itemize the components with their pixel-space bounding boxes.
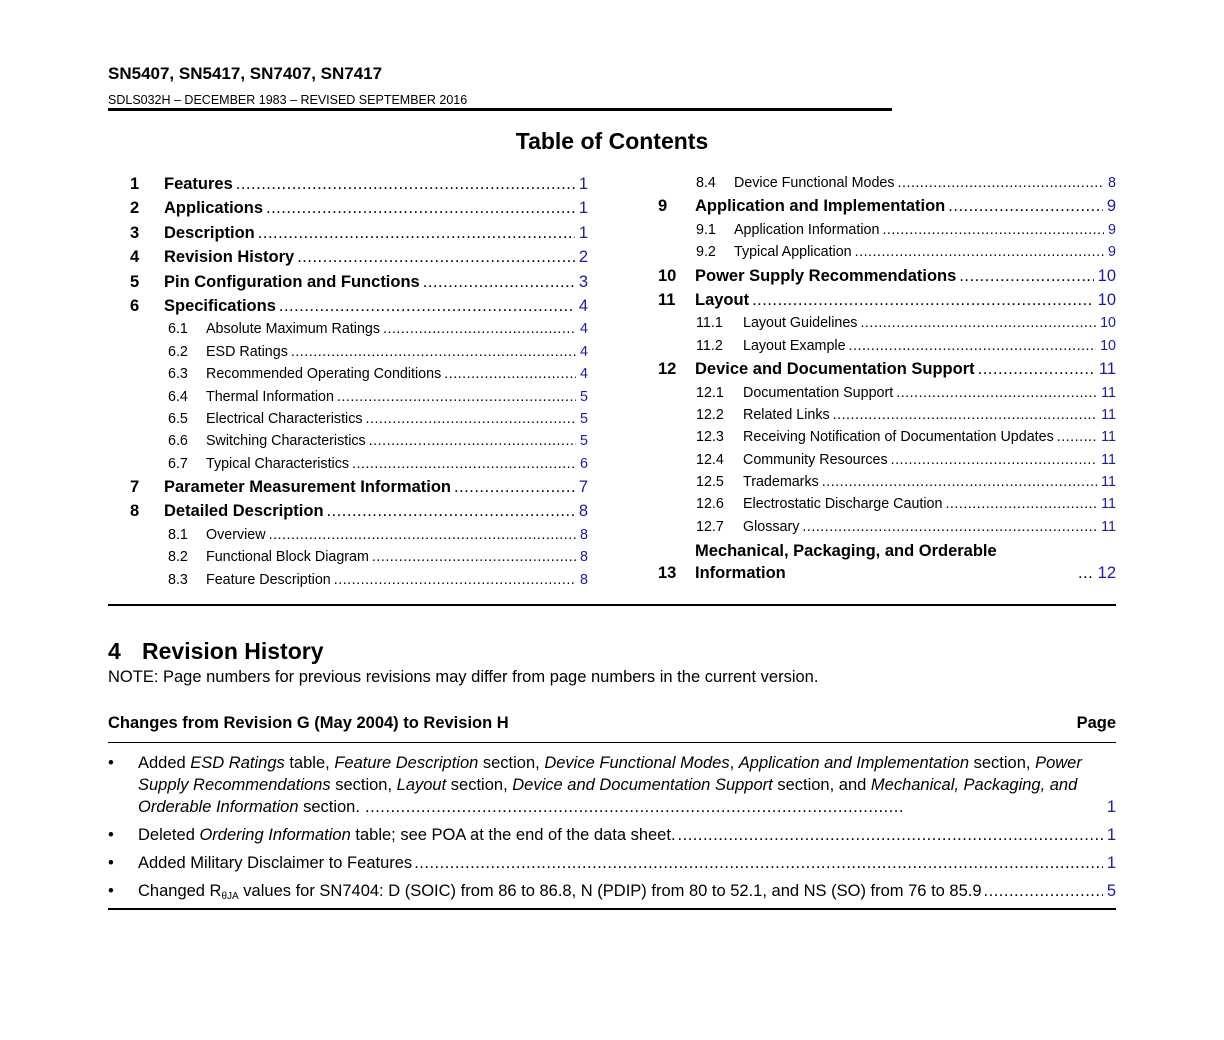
toc-page-link[interactable]: 11 xyxy=(1101,451,1116,468)
toc-entry-number: 6.4 xyxy=(168,388,188,405)
document-title: SN5407, SN5417, SN7407, SN7417 xyxy=(108,64,383,83)
change-page-link[interactable]: 1 xyxy=(1103,796,1116,818)
toc-entry-number: 6.6 xyxy=(168,433,188,450)
toc-entry-label[interactable]: Community Resources xyxy=(743,451,888,468)
toc-leader-dots xyxy=(891,449,1098,471)
toc-entry-label[interactable]: Applications xyxy=(164,199,264,218)
toc-entry-number: 8.4 xyxy=(696,175,716,191)
italic-text: Mechanical, Packaging, and Orderable Information xyxy=(138,776,1078,816)
change-text xyxy=(138,852,1116,874)
toc-entry-label[interactable]: Parameter Measurement Information xyxy=(164,478,452,497)
toc-entry[interactable] xyxy=(658,382,1116,404)
toc-entry[interactable] xyxy=(658,471,1116,493)
toc-entry-number: 11.2 xyxy=(696,337,723,354)
toc-page-link[interactable]: 1 xyxy=(578,199,588,218)
subscript-text: θJA xyxy=(221,891,239,902)
change-text xyxy=(138,880,1116,908)
change-text-part: section, xyxy=(330,776,397,794)
italic-text: Application and Implementation xyxy=(738,754,970,772)
toc-entry-number: 8.2 xyxy=(168,549,188,566)
toc-leader-dots xyxy=(352,453,576,475)
toc-leader-dots xyxy=(860,312,1096,334)
toc-entry-label[interactable]: Glossary xyxy=(743,518,800,535)
toc-entry[interactable] xyxy=(130,221,588,245)
toc-entry[interactable] xyxy=(130,318,588,340)
toc-leader-dots xyxy=(258,221,575,245)
changes-header xyxy=(108,714,1116,733)
toc-entry-label[interactable]: Functional Block Diagram xyxy=(206,549,369,566)
toc-entry-label[interactable]: Feature Description xyxy=(206,571,331,588)
toc-leader-dots xyxy=(822,471,1097,493)
change-line-with-page xyxy=(138,824,1116,846)
toc-entry-label[interactable]: Layout Example xyxy=(743,337,846,354)
change-text-part: values for SN7404: D (SOIC) from 86 to 86.8, N (PDIP) from 80 to 52.1, and NS (SO) from 76 to 85.9 xyxy=(238,882,982,900)
toc-entry[interactable] xyxy=(130,546,588,568)
toc-page-link[interactable]: 8 xyxy=(1108,175,1116,191)
toc-page-link[interactable]: 2 xyxy=(578,248,588,267)
toc-right-column xyxy=(658,172,1116,584)
change-text-part: Added xyxy=(138,754,191,772)
toc-entry-number: 12.6 xyxy=(696,496,724,513)
toc-entry-label[interactable]: Electrostatic Discharge Caution xyxy=(743,496,943,513)
toc-entry-label[interactable]: Pin Configuration and Functions xyxy=(164,272,420,291)
toc-entry[interactable] xyxy=(658,404,1116,426)
change-trailing-leader xyxy=(360,798,904,816)
toc-leader-dots xyxy=(423,270,575,294)
toc-entry-label[interactable]: Trademarks xyxy=(743,474,819,491)
toc-entry[interactable] xyxy=(130,499,588,523)
toc-entry[interactable] xyxy=(658,312,1116,334)
toc-entry[interactable] xyxy=(658,357,1116,381)
change-leader-dots: .......................................................................................................... xyxy=(359,798,904,816)
italic-text: Power Supply Recommendations xyxy=(138,754,1082,794)
toc-leader-dots xyxy=(855,241,1104,263)
toc-page-link[interactable]: 11 xyxy=(1101,518,1116,535)
change-text xyxy=(138,752,1116,818)
toc-page-link[interactable]: 4 xyxy=(580,366,588,383)
changes-list xyxy=(108,752,1116,914)
toc-entry[interactable] xyxy=(130,341,588,363)
revision-history-heading xyxy=(108,638,324,665)
toc-heading: Table of Contents xyxy=(515,128,709,154)
italic-text: Device Functional Modes xyxy=(544,754,730,772)
change-line-with-page xyxy=(138,880,1116,908)
changes-title: Changes from Revision G (May 2004) to Revision H xyxy=(108,714,509,732)
toc-entry-label[interactable]: ESD Ratings xyxy=(206,343,288,360)
revision-note: NOTE: Page numbers for previous revisions may differ from page numbers in the current version. xyxy=(108,668,819,686)
toc-entry[interactable] xyxy=(130,430,588,452)
toc-entry-label[interactable]: Device Functional Modes xyxy=(734,175,895,191)
toc-page-link[interactable]: 8 xyxy=(580,549,588,566)
toc-page-link[interactable]: 11 xyxy=(1101,384,1116,401)
toc-entry-label[interactable]: Absolute Maximum Ratings xyxy=(206,321,381,338)
toc-entry-label[interactable]: Revision History xyxy=(164,248,295,267)
toc-leader-dots xyxy=(366,408,577,430)
toc-entry[interactable] xyxy=(658,241,1116,263)
change-page-link[interactable]: 1 xyxy=(1106,854,1116,872)
toc-entry-number: 7 xyxy=(130,478,140,497)
toc-leader-dots xyxy=(327,499,575,523)
toc-entry[interactable] xyxy=(658,516,1116,538)
italic-text: Device and Documentation Support xyxy=(512,776,773,794)
toc-page-link[interactable]: 4 xyxy=(580,343,588,360)
toc-page-link[interactable]: 5 xyxy=(580,433,588,450)
toc-entry-label[interactable]: Application Information xyxy=(734,221,880,238)
toc-entry-label[interactable]: Typical Characteristics xyxy=(206,455,350,472)
toc-entry-label[interactable]: Electrical Characteristics xyxy=(206,410,363,427)
change-text-part: Changed R xyxy=(138,882,222,900)
change-page-link[interactable]: 1 xyxy=(1106,826,1116,844)
toc-entry-number: 8.3 xyxy=(168,571,188,588)
toc-entry[interactable] xyxy=(658,449,1116,471)
toc-entry[interactable] xyxy=(130,569,588,591)
toc-entry-label[interactable]: Mechanical, Packaging, and Orderable Information xyxy=(695,542,997,583)
toc-page-link[interactable]: 11 xyxy=(1101,474,1116,491)
toc-entry-label[interactable]: Switching Characteristics xyxy=(206,433,366,450)
toc-entry-number: 3 xyxy=(130,223,140,242)
toc-page-link[interactable]: 11 xyxy=(1098,360,1116,379)
toc-entry[interactable] xyxy=(658,493,1116,515)
toc-entry-number: 12.7 xyxy=(696,518,724,535)
toc-page-link[interactable]: 8 xyxy=(580,571,588,588)
toc-entry[interactable] xyxy=(130,408,588,430)
italic-text: Ordering Information xyxy=(199,826,351,844)
toc-leader-dots xyxy=(334,569,576,591)
toc-entry[interactable] xyxy=(658,288,1116,312)
toc-entry[interactable] xyxy=(130,245,588,269)
toc-entry-label[interactable]: Typical Application xyxy=(734,244,852,261)
header-divider xyxy=(108,108,892,111)
toc-leader-dots xyxy=(372,546,576,568)
change-text-part: section, and xyxy=(772,776,871,794)
toc-entry-label[interactable]: Layout Guidelines xyxy=(743,315,858,332)
toc-entry[interactable] xyxy=(658,335,1116,357)
toc-entry-number: 6.3 xyxy=(168,366,188,383)
change-leader-dots xyxy=(678,824,1103,846)
toc-leader-dots xyxy=(266,196,575,220)
toc-page-link[interactable]: 11 xyxy=(1101,429,1116,446)
toc-leader-dots xyxy=(882,219,1104,241)
toc-page-link[interactable]: 7 xyxy=(578,478,588,497)
toc-entry-number: 6.7 xyxy=(168,455,188,472)
toc-entry[interactable] xyxy=(658,194,1116,218)
toc-entry[interactable] xyxy=(658,219,1116,241)
toc-page-link[interactable]: 5 xyxy=(580,410,588,427)
toc-leader-dots xyxy=(279,294,575,318)
toc-entry-number: 10 xyxy=(658,266,677,285)
toc-entry[interactable] xyxy=(130,172,588,196)
toc-entry-number: 11.1 xyxy=(696,315,723,332)
toc-entry[interactable] xyxy=(130,294,588,318)
section-title: Revision History xyxy=(142,638,324,664)
change-text-part: table, xyxy=(284,754,335,772)
toc-page-link[interactable]: 5 xyxy=(580,388,588,405)
toc-leader-dots xyxy=(896,382,1097,404)
change-text-part: , xyxy=(729,754,739,772)
toc-leader-dots xyxy=(752,288,1094,312)
toc-leader-dots xyxy=(802,516,1097,538)
toc-page-link[interactable]: 1 xyxy=(578,175,588,193)
toc-leader-dots xyxy=(337,386,576,408)
toc-entry-number: 12.2 xyxy=(696,406,724,423)
toc-entry-label[interactable]: Device and Documentation Support xyxy=(695,360,975,379)
toc-entry[interactable] xyxy=(130,270,588,294)
change-item xyxy=(108,852,1116,874)
toc-entry-number: 8.1 xyxy=(168,526,188,543)
toc-page-link[interactable]: 10 xyxy=(1097,290,1116,309)
toc-entry-number: 12.4 xyxy=(696,451,724,468)
toc-entry-label[interactable]: Overview xyxy=(206,526,266,543)
toc-entry-label[interactable]: Documentation Support xyxy=(743,384,894,401)
toc-leader-dots xyxy=(369,430,576,452)
toc-entry-label[interactable]: Specifications xyxy=(164,296,276,315)
change-text-part: section. xyxy=(298,798,360,816)
toc-entry-number: 6 xyxy=(130,296,140,315)
toc-leader-dots xyxy=(444,363,576,385)
changes-divider-top xyxy=(108,742,1116,743)
toc-entry[interactable] xyxy=(130,475,588,499)
toc-entry-number: 12.5 xyxy=(696,474,724,491)
toc-entry-label[interactable]: Description xyxy=(164,223,255,242)
toc-entry-label[interactable]: Features xyxy=(164,175,233,193)
toc-entry-label[interactable]: Power Supply Recommendations xyxy=(695,266,957,285)
change-page-link[interactable]: 5 xyxy=(1106,882,1116,900)
change-leader-dots xyxy=(414,852,1103,874)
toc-page-link[interactable]: 10 xyxy=(1100,315,1116,332)
toc-entry-label[interactable]: Receiving Notification of Documentation Updates xyxy=(743,429,1054,446)
toc-leader-dots xyxy=(945,493,1097,515)
toc-entry[interactable] xyxy=(658,426,1116,448)
change-item xyxy=(108,824,1116,846)
toc-entry[interactable] xyxy=(658,264,1116,288)
toc-page-link[interactable]: 11 xyxy=(1101,406,1116,423)
italic-text: Layout xyxy=(396,776,447,794)
toc-entry-number: 11 xyxy=(658,290,676,309)
change-leader-dots xyxy=(984,880,1103,902)
toc-entry-number: 6.5 xyxy=(168,410,188,427)
toc-leader-dots xyxy=(291,341,576,363)
change-text-body xyxy=(138,852,412,874)
toc-entry-number: 8 xyxy=(130,502,140,521)
change-text-part: Deleted xyxy=(138,826,200,844)
change-text xyxy=(138,824,1116,846)
toc-page-link[interactable]: 9 xyxy=(1108,244,1116,261)
toc-left-column xyxy=(130,172,588,591)
toc-leader-dots xyxy=(269,524,576,546)
toc-entry-number: 6.1 xyxy=(168,321,188,338)
toc-entry-label[interactable]: Recommended Operating Conditions xyxy=(206,366,442,383)
toc-page-link[interactable]: 9 xyxy=(1106,197,1116,216)
bullet: • xyxy=(108,754,114,772)
page-column-label: Page xyxy=(1076,714,1116,732)
document-subtitle: SDLS032H – DECEMBER 1983 – REVISED SEPTEMBER 2016 xyxy=(108,93,468,107)
toc-leader-dots xyxy=(297,245,575,269)
toc-entry-number: 4 xyxy=(130,248,140,267)
toc-entry-number: 12.1 xyxy=(696,384,724,401)
section-divider xyxy=(108,604,1116,606)
toc-entry-number: 9 xyxy=(658,197,668,216)
toc-leader-dots xyxy=(959,264,1093,288)
toc-entry[interactable] xyxy=(130,453,588,475)
toc-entry-number: 2 xyxy=(130,199,140,218)
toc-leader-dots xyxy=(978,357,1095,381)
toc-entry-number: 6.2 xyxy=(168,343,188,360)
toc-entry-number: 9.2 xyxy=(696,244,716,261)
toc-leader-dots xyxy=(1057,426,1097,448)
change-item xyxy=(108,880,1116,908)
changes-divider-bottom xyxy=(108,908,1116,910)
toc-page-link[interactable]: 10 xyxy=(1097,266,1116,285)
toc-entry-label[interactable]: Related Links xyxy=(743,406,830,423)
toc-leader-dots xyxy=(236,172,575,196)
toc-entry[interactable] xyxy=(130,196,588,220)
toc-page-link[interactable]: 9 xyxy=(1108,221,1116,238)
toc-entry-label[interactable]: Application and Implementation xyxy=(695,197,946,216)
change-text-part: section, xyxy=(478,754,545,772)
change-item xyxy=(108,752,1116,818)
bullet: • xyxy=(108,882,114,900)
change-text-body xyxy=(138,824,676,846)
toc-leader-dots xyxy=(454,475,575,499)
toc-page-link[interactable]: 11 xyxy=(1101,496,1116,513)
toc-page-link[interactable]: 6 xyxy=(580,455,588,472)
toc-entry-number: 5 xyxy=(130,272,140,291)
toc-entry[interactable] xyxy=(130,386,588,408)
change-text-part: Added Military Disclaimer to Features xyxy=(138,854,413,872)
change-line-with-page xyxy=(138,852,1116,874)
italic-text: ESD Ratings xyxy=(190,754,285,772)
toc-entry-number: 12.3 xyxy=(696,429,724,446)
toc-page-link[interactable]: 8 xyxy=(578,502,588,521)
toc-page-link[interactable]: 4 xyxy=(578,296,588,315)
toc-page-link[interactable]: 4 xyxy=(580,321,588,338)
toc-entry-label[interactable]: Layout xyxy=(695,290,750,309)
toc-entry[interactable] xyxy=(130,363,588,385)
toc-entry-number: 13 xyxy=(658,564,677,583)
toc-leader-dots xyxy=(383,318,576,340)
toc-entry[interactable] xyxy=(130,524,588,546)
change-text-part: table; see POA at the end of the data sheet. xyxy=(350,826,676,844)
italic-text: Feature Description xyxy=(334,754,479,772)
toc-leader-dots xyxy=(1078,562,1094,584)
toc-entry-number: 9.1 xyxy=(696,221,716,238)
toc-page-link[interactable]: 10 xyxy=(1100,337,1116,354)
bullet: • xyxy=(108,826,114,844)
toc-entry-number: 1 xyxy=(130,175,140,193)
change-text-part: section, xyxy=(969,754,1036,772)
bullet: • xyxy=(108,854,114,872)
change-text-body xyxy=(138,880,982,908)
toc-leader-dots xyxy=(948,194,1103,218)
toc-entry-label[interactable]: Thermal Information xyxy=(206,388,334,405)
toc-leader-dots xyxy=(849,335,1097,357)
toc-entry[interactable] xyxy=(658,538,1116,584)
change-text-part: section, xyxy=(446,776,513,794)
toc-leader-dots xyxy=(898,172,1105,194)
toc-entry[interactable] xyxy=(658,172,1116,194)
toc-page-link[interactable]: 8 xyxy=(580,526,588,543)
toc-page-link[interactable]: 3 xyxy=(578,272,588,291)
toc-page-link[interactable]: 12 xyxy=(1097,564,1116,583)
toc-page-link[interactable]: 1 xyxy=(578,223,588,242)
toc-entry-number: 12 xyxy=(658,360,677,379)
section-number: 4 xyxy=(108,638,121,664)
toc-entry-label[interactable]: Detailed Description xyxy=(164,502,324,521)
toc-leader-dots xyxy=(833,404,1098,426)
